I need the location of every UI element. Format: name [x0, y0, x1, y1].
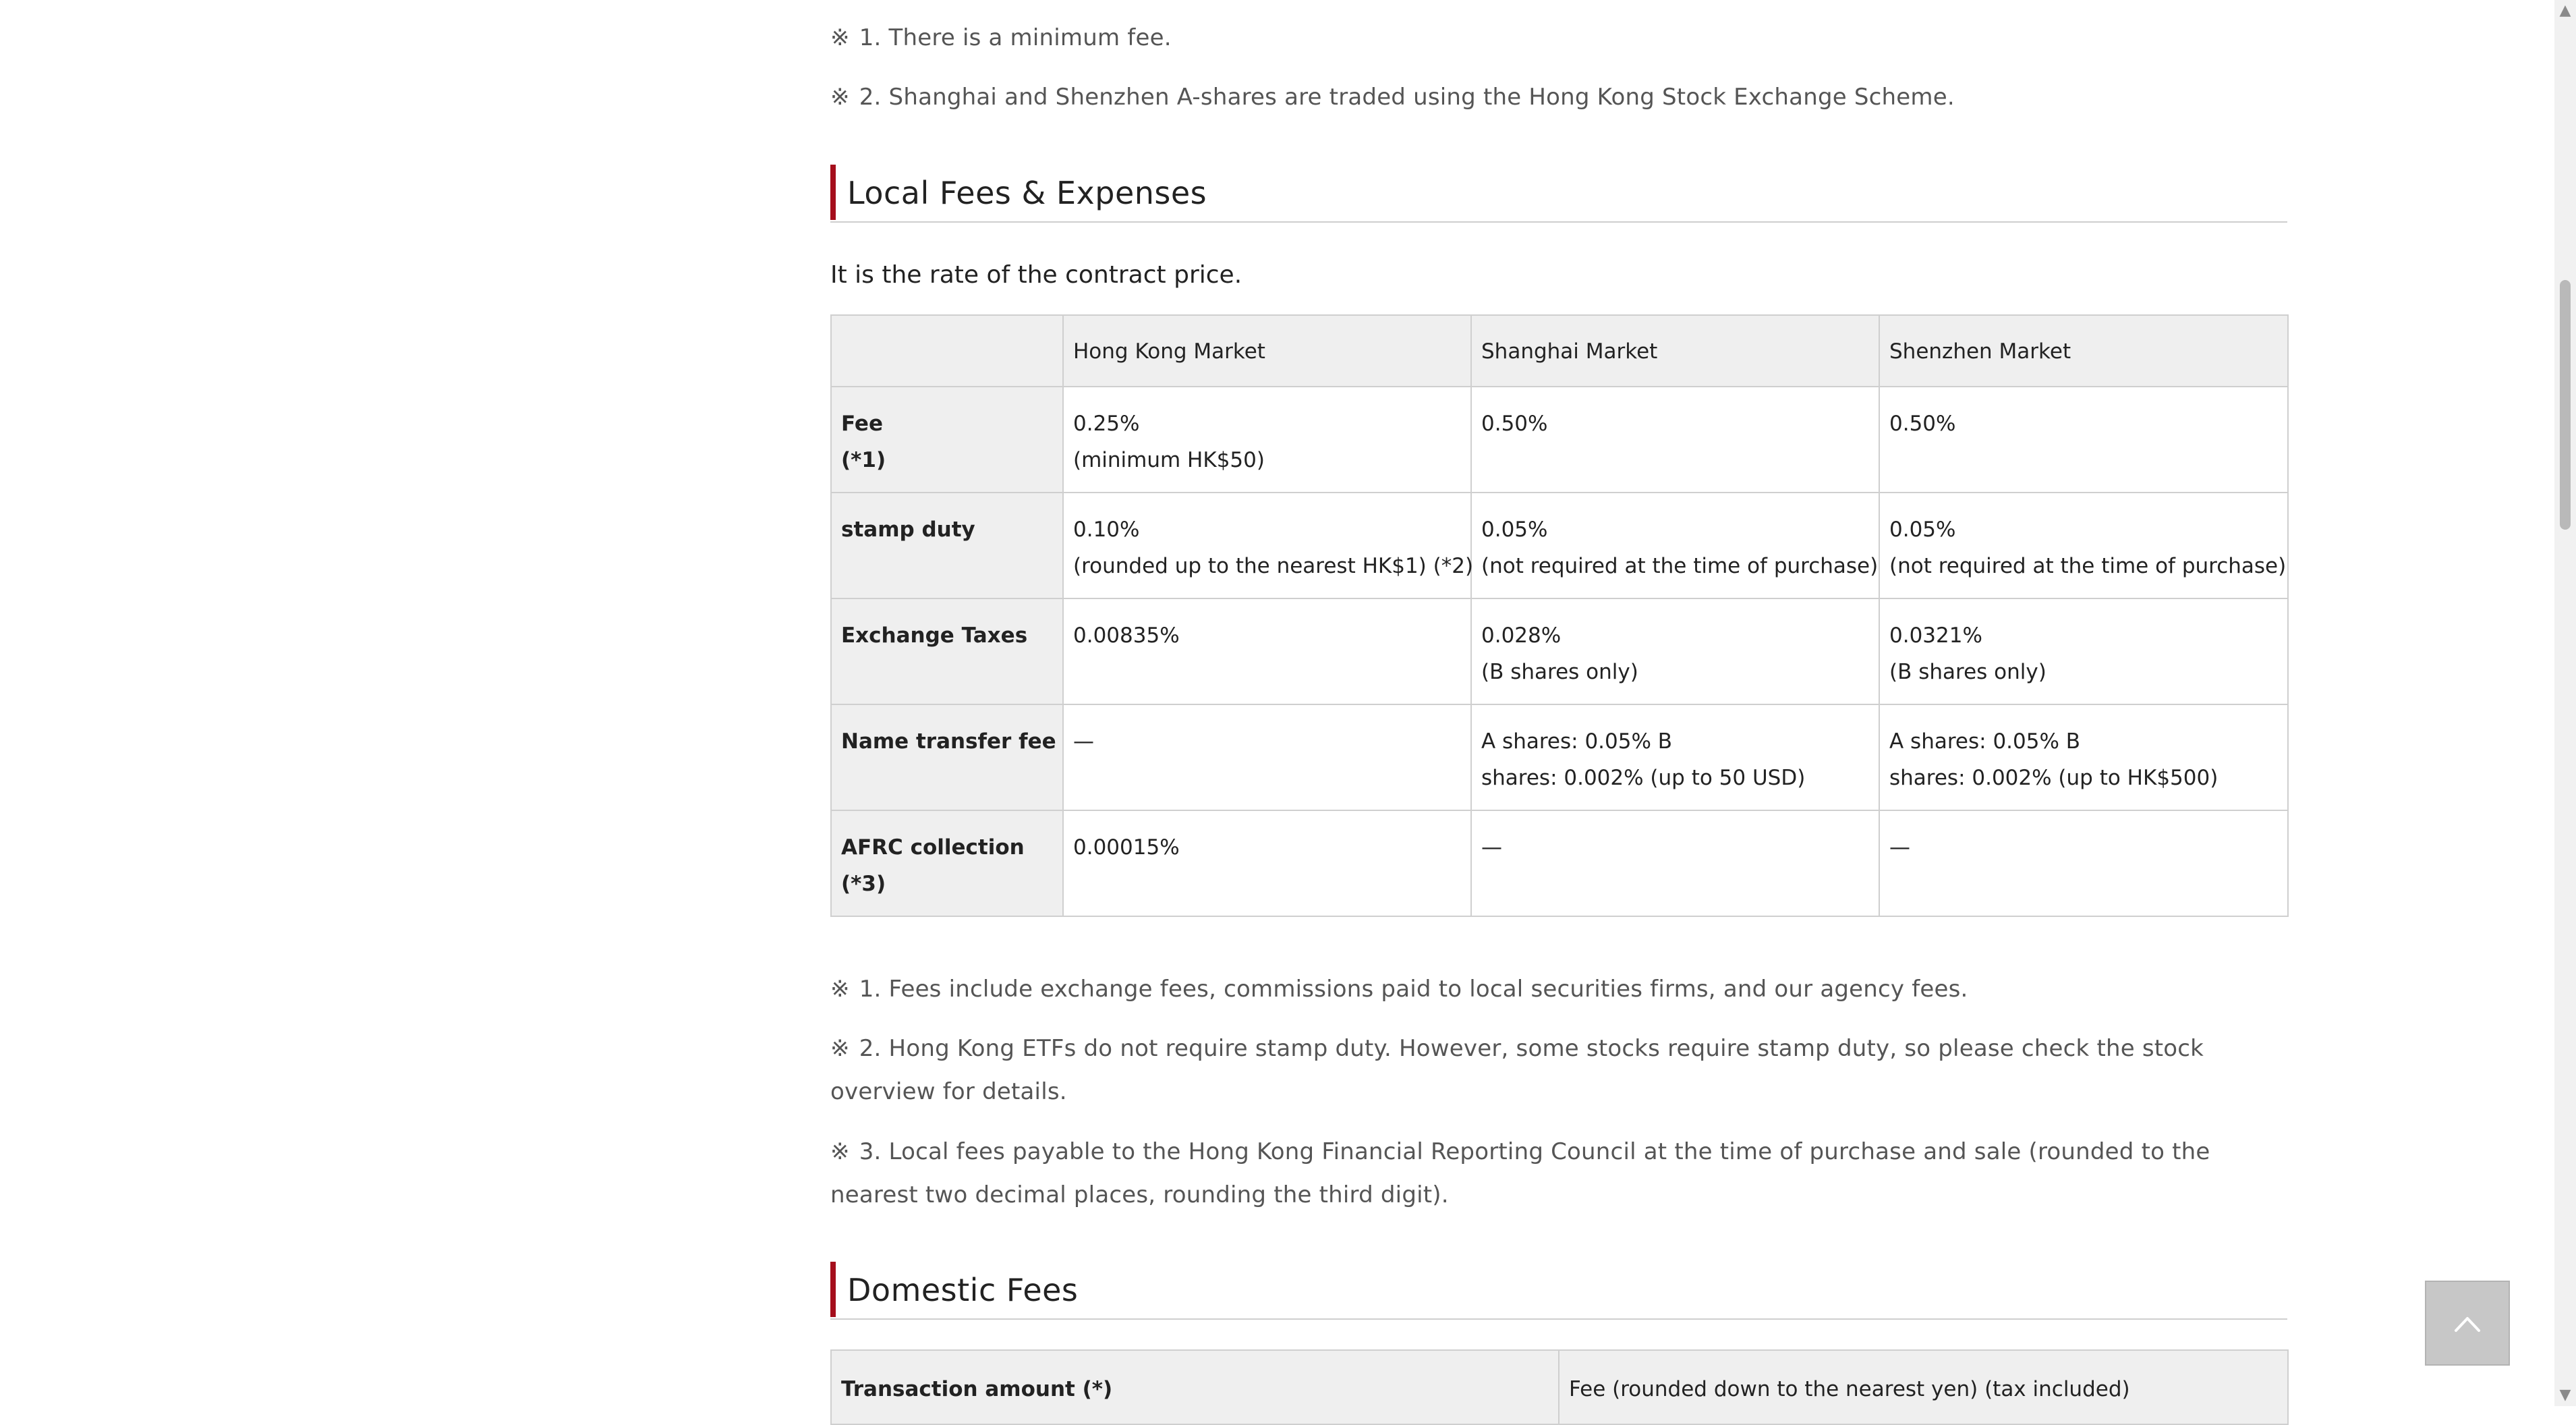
- row-label-line: Fee: [841, 412, 883, 436]
- note-text: 3. Local fees payable to the Hong Kong Financial Reporting Council at the time of purchase and sale (rounded to the nearest two decimal places, rounding the third digit).: [830, 1138, 2210, 1208]
- table-row-afrc-collection: [831, 810, 2288, 916]
- section-heading-domestic-fees: [830, 1262, 2287, 1320]
- cell-line: 0.05%: [1889, 518, 1956, 542]
- note-text: 2. Shanghai and Shenzhen A-shares are traded using the Hong Kong Stock Exchange Scheme.: [859, 84, 1955, 111]
- cell-line: —: [1481, 835, 1502, 860]
- heading-text: Domestic Fees: [847, 1272, 1079, 1308]
- note-mark: ※: [830, 84, 850, 111]
- header-cell-empty: [831, 315, 1063, 387]
- cell-line: (rounded up to the nearest HK$1) (*2): [1073, 554, 1474, 578]
- row-label-line: (*1): [841, 448, 886, 472]
- cell-line: (B shares only): [1889, 660, 2047, 684]
- table-row-stamp-duty: [831, 493, 2288, 598]
- cell-shanghai: [1471, 704, 1879, 810]
- cell-hong-kong: [1063, 387, 1471, 493]
- row-label-stamp-duty: [831, 493, 1063, 598]
- cell-line: shares: 0.002% (up to 50 USD): [1481, 766, 1806, 790]
- header-cell-fee: Fee (rounded down to the nearest yen) (tax included): [1559, 1350, 2288, 1424]
- table-header-row: [831, 1350, 2288, 1424]
- chevron-up-icon: [2452, 1309, 2483, 1340]
- note-mark: ※: [830, 976, 850, 1003]
- domestic-fees-table: [830, 1349, 2289, 1425]
- header-cell-shenzhen: Shenzhen Market: [1879, 315, 2288, 387]
- top-note-2: [830, 76, 2287, 119]
- cell-line: 0.50%: [1481, 412, 1548, 436]
- scroll-up-arrow-icon[interactable]: ▲: [2559, 2, 2571, 19]
- cell-line: —: [1889, 835, 1910, 860]
- heading-text: Local Fees & Expenses: [847, 175, 1207, 211]
- cell-line: (minimum HK$50): [1073, 448, 1265, 472]
- row-label-name-transfer-fee: [831, 704, 1063, 810]
- cell-line: (B shares only): [1481, 660, 1638, 684]
- local-fees-table: [830, 314, 2289, 917]
- cell-shenzhen: [1879, 387, 2288, 493]
- section-heading-local-fees: [830, 165, 2287, 223]
- row-label-exchange-taxes: [831, 598, 1063, 704]
- cell-line: 0.0321%: [1889, 623, 1982, 648]
- cell-line: (not required at the time of purchase): [1481, 554, 1879, 578]
- cell-hong-kong: [1063, 704, 1471, 810]
- row-label-line: stamp duty: [841, 518, 975, 542]
- note-text: 1. There is a minimum fee.: [859, 24, 1172, 51]
- back-to-top-button[interactable]: [2425, 1281, 2510, 1366]
- note-text: 1. Fees include exchange fees, commissions paid to local securities firms, and our agency fees.: [859, 976, 1968, 1003]
- row-label-line: Exchange Taxes: [841, 623, 1028, 648]
- scrollbar-thumb[interactable]: [2560, 280, 2571, 530]
- heading-accent-bar: [830, 165, 836, 220]
- cell-shenzhen: [1879, 704, 2288, 810]
- local-fees-note-1: [830, 968, 2287, 1011]
- local-fees-lead: It is the rate of the contract price.: [830, 261, 1242, 289]
- table-header-row: [831, 315, 2288, 387]
- row-label-line: AFRC collection: [841, 835, 1025, 860]
- heading-accent-bar: [830, 1262, 836, 1317]
- cell-shanghai: [1471, 387, 1879, 493]
- row-label-fee: [831, 387, 1063, 493]
- row-label-line: (*3): [841, 872, 886, 896]
- local-fees-note-2: [830, 1027, 2287, 1113]
- note-mark: ※: [830, 1035, 850, 1062]
- cell-line: 0.00835%: [1073, 623, 1180, 648]
- cell-shenzhen: [1879, 493, 2288, 598]
- cell-line: (not required at the time of purchase): [1889, 554, 2287, 578]
- note-mark: ※: [830, 24, 850, 51]
- cell-hong-kong: [1063, 493, 1474, 598]
- cell-shanghai: [1471, 598, 1879, 704]
- cell-line: 0.50%: [1889, 412, 1956, 436]
- cell-hong-kong: [1063, 810, 1471, 916]
- cell-line: A shares: 0.05% B: [1481, 729, 1673, 754]
- header-cell-shanghai: Shanghai Market: [1471, 315, 1879, 387]
- table-row-name-transfer-fee: [831, 704, 2288, 810]
- cell-line: 0.028%: [1481, 623, 1562, 648]
- cell-shanghai: [1471, 493, 1879, 598]
- header-cell-transaction-amount: Transaction amount (*): [831, 1350, 1559, 1424]
- vertical-scrollbar[interactable]: [2554, 0, 2576, 1406]
- cell-line: shares: 0.002% (up to HK$500): [1889, 766, 2219, 790]
- cell-line: —: [1073, 729, 1094, 754]
- row-label-line: Name transfer fee: [841, 729, 1056, 754]
- local-fees-note-3: [830, 1130, 2287, 1217]
- note-mark: ※: [830, 1138, 850, 1165]
- cell-shenzhen: [1879, 598, 2288, 704]
- table-row-fee: [831, 387, 2288, 493]
- cell-line: A shares: 0.05% B: [1889, 729, 2081, 754]
- note-text: 2. Hong Kong ETFs do not require stamp duty. However, some stocks require stamp duty, so please check the stock overview for details.: [830, 1035, 2204, 1105]
- cell-hong-kong: [1063, 598, 1471, 704]
- cell-shenzhen: [1879, 810, 2288, 916]
- header-cell-hong-kong: Hong Kong Market: [1063, 315, 1471, 387]
- scroll-down-arrow-icon[interactable]: ▼: [2559, 1387, 2571, 1403]
- cell-shanghai: [1471, 810, 1879, 916]
- table-row-exchange-taxes: [831, 598, 2288, 704]
- top-note-1: [830, 16, 2287, 59]
- cell-line: 0.25%: [1073, 412, 1140, 436]
- row-label-afrc-collection: [831, 810, 1063, 916]
- cell-line: 0.00015%: [1073, 835, 1180, 860]
- cell-line: 0.05%: [1481, 518, 1548, 542]
- cell-line: 0.10%: [1073, 518, 1140, 542]
